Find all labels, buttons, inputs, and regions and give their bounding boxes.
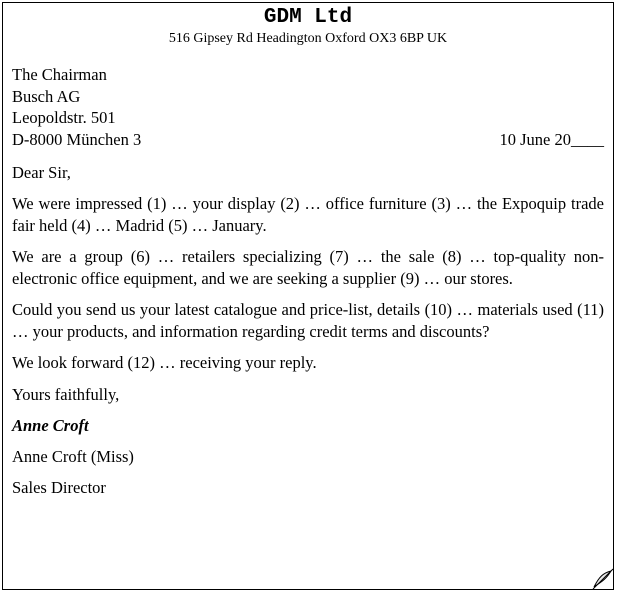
address-date-row xyxy=(12,129,604,151)
recipient-line: The Chairman xyxy=(12,65,107,84)
recipient-line: D-8000 München 3 xyxy=(12,129,142,149)
recipient-block xyxy=(12,64,604,150)
body-paragraph: Could you send us your latest catalogue and price-list, details (10) … materials used (11) … your products, and information regarding credit terms and discounts? xyxy=(12,300,604,341)
recipient-line: Busch AG xyxy=(12,86,81,106)
signer-title: Sales Director xyxy=(12,477,106,497)
page-curl-icon xyxy=(585,561,613,589)
body-paragraph: We are a group (6) … retailers specializing (7) … the sale (8) … top-quality non-electronic office equipment, and we are seeking a supplier (9) … our stores. xyxy=(12,247,604,288)
company-address: 516 Gipsey Rd Headington Oxford OX3 6BP UK xyxy=(168,31,448,46)
signer-name: Anne Croft (Miss) xyxy=(12,446,134,466)
letter-body xyxy=(12,6,604,498)
company-name: GDM Ltd xyxy=(263,6,353,29)
body-paragraph: We were impressed (1) … your display (2) … office furniture (3) … the Expoquip trade fair held (4) … Madrid (5) … January. xyxy=(12,194,604,235)
recipient-line: Leopoldstr. 501 xyxy=(12,108,116,127)
signature: Anne Croft xyxy=(12,415,89,435)
closing: Yours faithfully, xyxy=(12,384,120,404)
letter-date: 10 June 20____ xyxy=(499,129,604,149)
body-paragraph: We look forward (12) … receiving your reply. xyxy=(12,353,317,372)
salutation: Dear Sir, xyxy=(12,163,71,182)
